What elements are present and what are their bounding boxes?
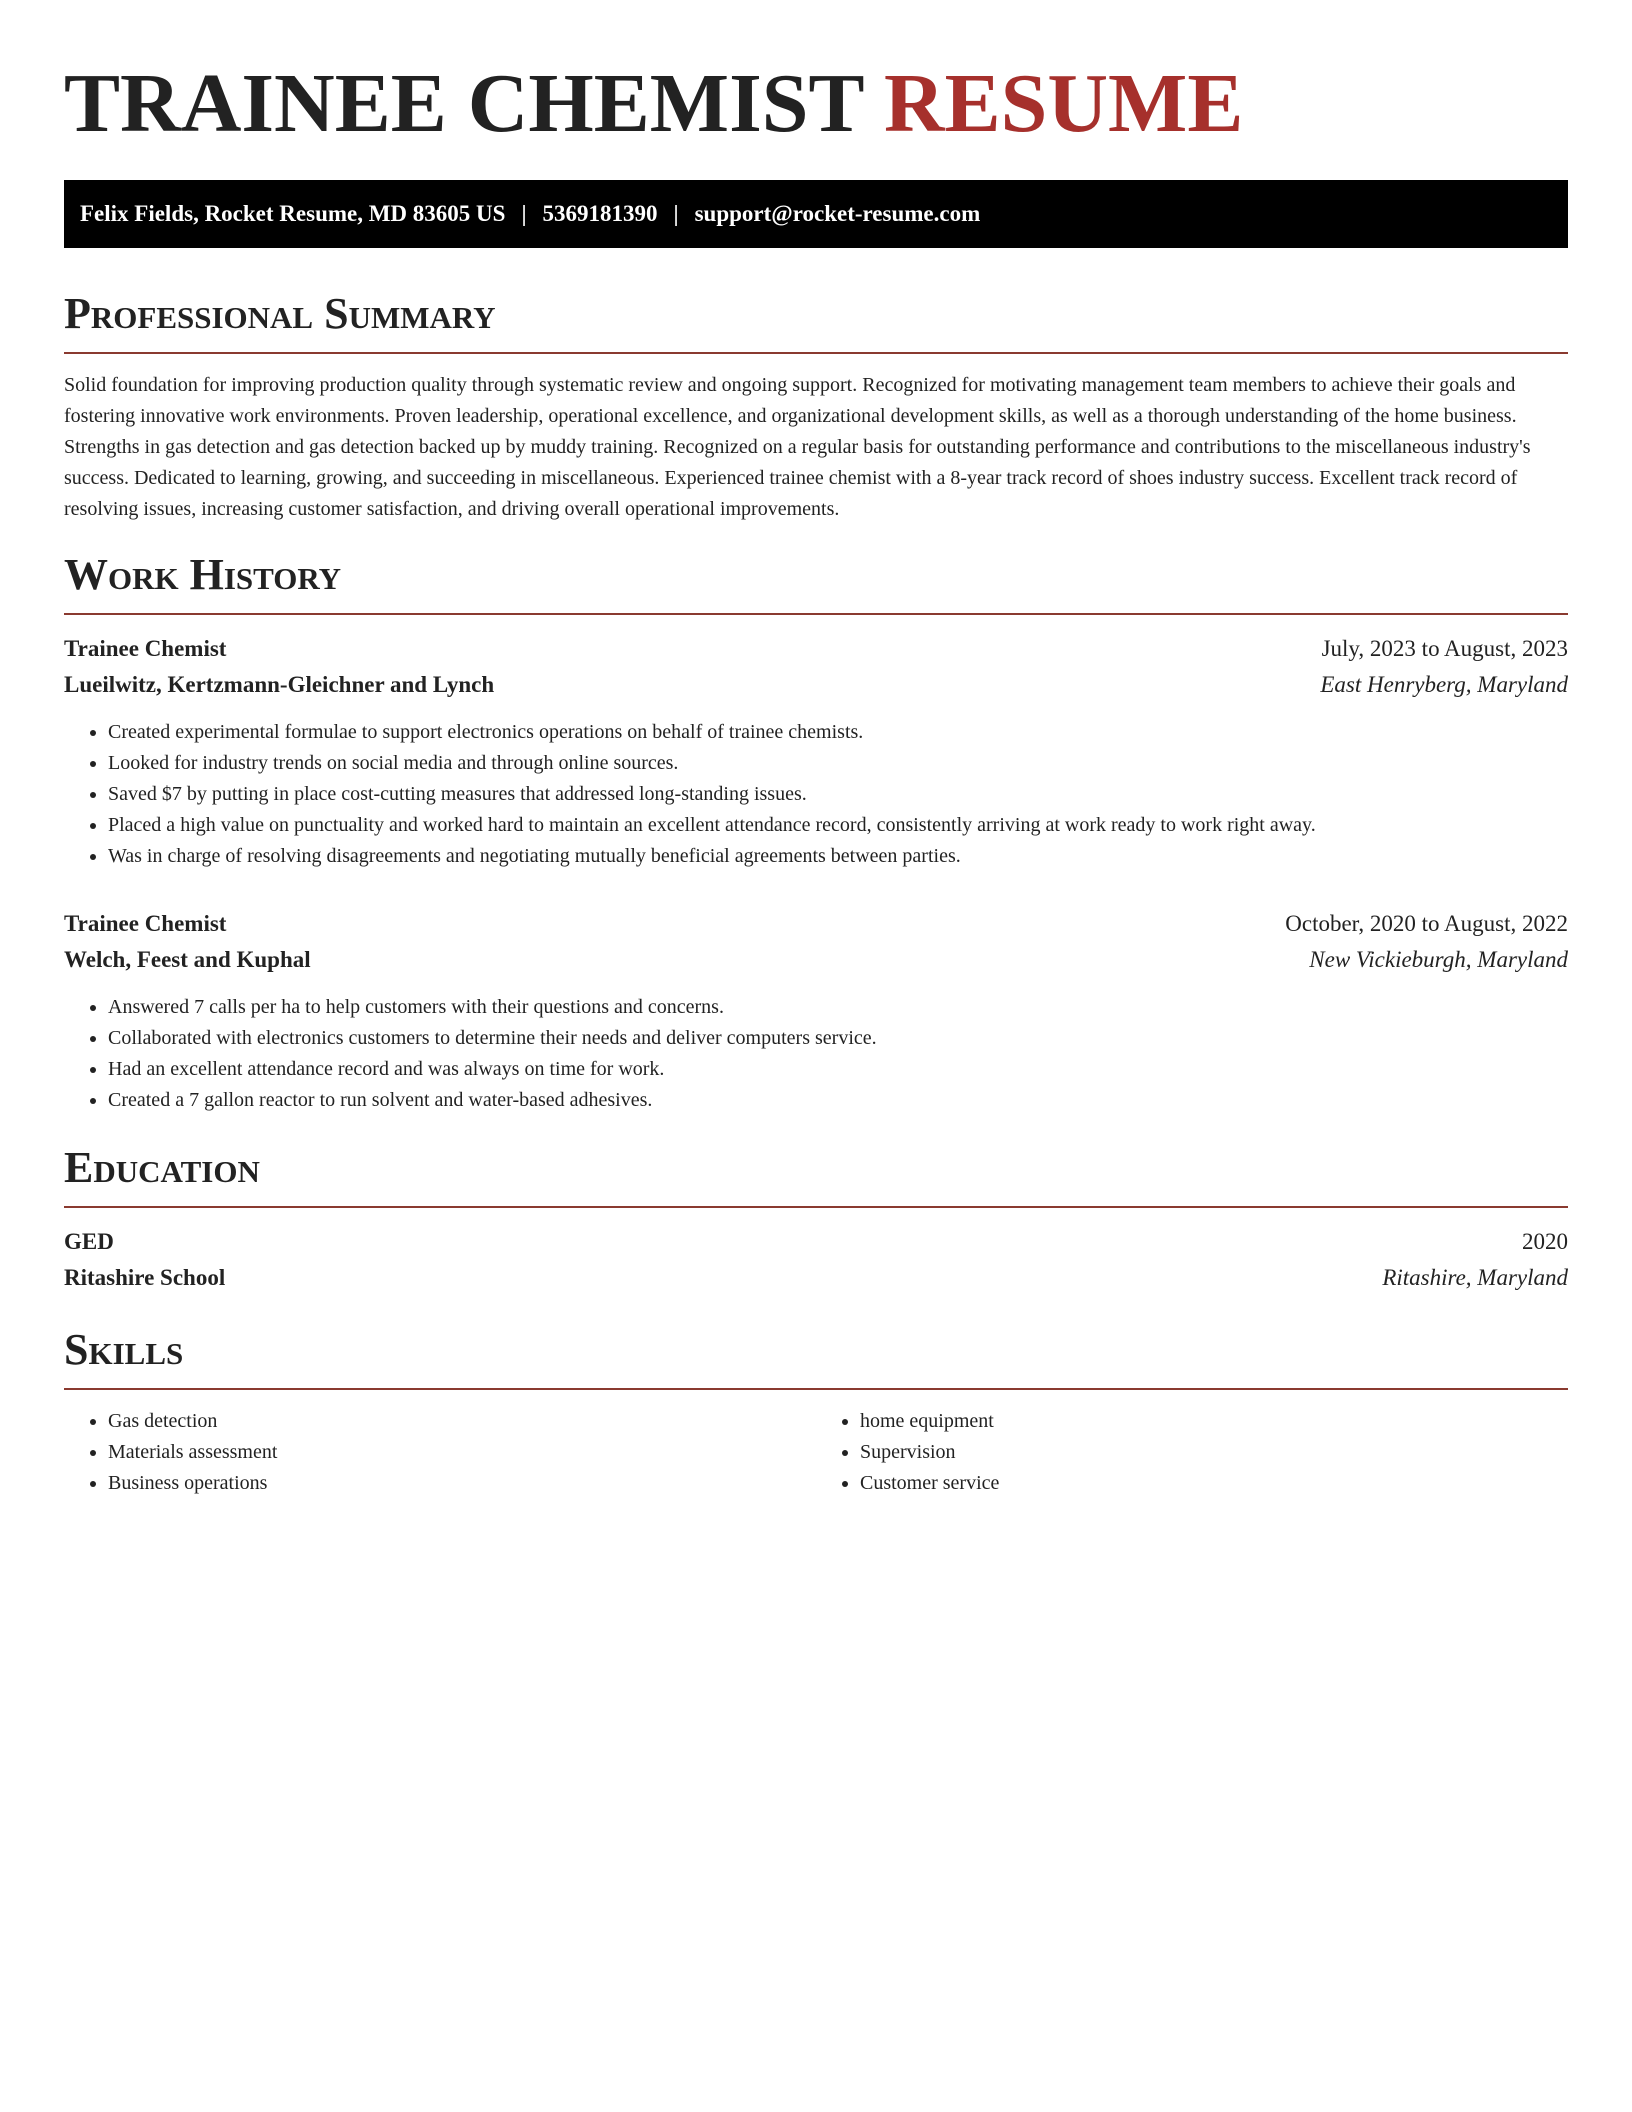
education-degree-row	[64, 1224, 1568, 1260]
job-location: East Henryberg, Maryland	[1320, 672, 1568, 697]
resume-title	[64, 56, 1568, 152]
skill-item: • home equipment	[860, 1406, 1568, 1437]
skills-columns	[64, 1406, 1568, 1499]
skill-item: • Supervision	[860, 1437, 1568, 1468]
education-location: Ritashire, Maryland	[1382, 1265, 1568, 1290]
section-heading: Work History	[64, 550, 342, 599]
list-item: • Created a 7 gallon reactor to run solvent and water-based adhesives.	[108, 1085, 1568, 1116]
job-entry	[64, 906, 1568, 1116]
skills-list-right	[816, 1406, 1568, 1499]
list-item: • Created experimental formulae to support electronics operations on behalf of trainee chemists.	[108, 717, 1568, 748]
section-divider	[64, 613, 1568, 615]
education-school: Ritashire School	[64, 1265, 226, 1290]
job-dates: October, 2020 to August, 2022	[1285, 911, 1568, 936]
list-item: • Had an excellent attendance record and was always on time for work.	[108, 1054, 1568, 1085]
job-company: Lueilwitz, Kertzmann-Gleichner and Lynch	[64, 672, 495, 697]
list-item: • Collaborated with electronics customers to determine their needs and deliver computers service.	[108, 1023, 1568, 1054]
list-item: • Saved $7 by putting in place cost-cutting measures that addressed long-standing issues.	[108, 779, 1568, 810]
job-company-row	[64, 667, 1568, 703]
skill-item: • Materials assessment	[108, 1437, 816, 1468]
section-divider	[64, 1206, 1568, 1208]
job-title: Trainee Chemist	[64, 636, 227, 661]
contact-phone: 5369181390	[542, 201, 658, 226]
job-bullets	[64, 992, 1568, 1116]
job-header-row	[64, 906, 1568, 942]
list-item: • Was in charge of resolving disagreements and negotiating mutually beneficial agreements between parties.	[108, 841, 1568, 872]
title-main: TRAINEE CHEMIST	[64, 57, 863, 150]
job-company: Welch, Feest and Kuphal	[64, 947, 311, 972]
section-heading: Education	[64, 1143, 260, 1192]
skill-item: • Gas detection	[108, 1406, 816, 1437]
list-item: • Placed a high value on punctuality and worked hard to maintain an excellent attendance record, consistently arriving at work ready to work right away.	[108, 810, 1568, 841]
section-heading: Professional Summary	[64, 289, 496, 338]
section-heading: Skills	[64, 1325, 184, 1374]
job-header-row	[64, 631, 1568, 667]
contact-address: Felix Fields, Rocket Resume, MD 83605 US	[80, 201, 506, 226]
skill-item: • Business operations	[108, 1468, 816, 1499]
education-year: 2020	[1522, 1229, 1568, 1254]
contact-bar	[64, 180, 1568, 248]
summary-section	[64, 288, 1568, 525]
title-accent: RESUME	[883, 57, 1244, 150]
contact-separator: |	[673, 201, 679, 226]
list-item: • Answered 7 calls per ha to help customers with their questions and concerns.	[108, 992, 1568, 1023]
job-company-row	[64, 942, 1568, 978]
contact-email: support@rocket-resume.com	[694, 201, 981, 226]
education-degree: GED	[64, 1229, 114, 1254]
skill-item: • Customer service	[860, 1468, 1568, 1499]
job-bullets	[64, 717, 1568, 872]
list-item: • Looked for industry trends on social media and through online sources.	[108, 748, 1568, 779]
job-dates: July, 2023 to August, 2023	[1321, 636, 1568, 661]
job-title: Trainee Chemist	[64, 911, 227, 936]
work-history-section	[64, 549, 1568, 1116]
skills-section	[64, 1324, 1568, 1499]
skills-list-left	[64, 1406, 816, 1499]
section-divider	[64, 352, 1568, 354]
contact-separator: |	[521, 201, 527, 226]
job-entry	[64, 631, 1568, 872]
job-location: New Vickieburgh, Maryland	[1309, 947, 1568, 972]
summary-text: Solid foundation for improving production quality through systematic review and ongoing support. Recognized for motivating management team members to achieve their goals and fostering innovative work environments. Proven leadership, operational excellence, and organizational development skills, as well as a thorough understanding of the home business. Strengths in gas detection and gas detection backed up by muddy training. Recognized on a regular basis for outstanding performance and contributions to the miscellaneous industry's success. Dedicated to learning, growing, and succeeding in miscellaneous. Experienced trainee chemist with a 8-year track record of shoes industry success. Excellent track record of resolving issues, increasing customer satisfaction, and driving overall operational improvements.	[64, 374, 1531, 520]
education-section	[64, 1142, 1568, 1296]
education-school-row	[64, 1260, 1568, 1296]
section-divider	[64, 1388, 1568, 1390]
